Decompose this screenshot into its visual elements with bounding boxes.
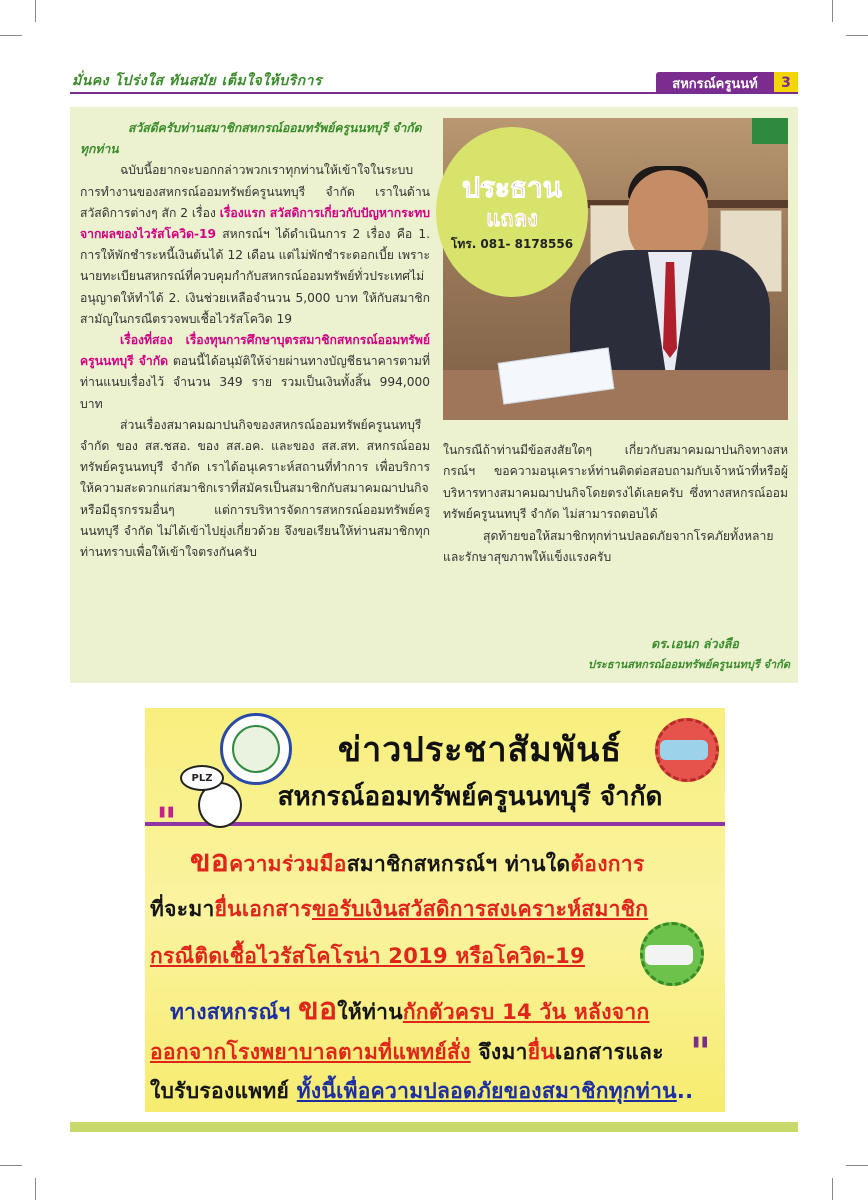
header-divider — [70, 92, 798, 94]
announcement-line-4 — [170, 986, 649, 1033]
text-segment: ขอ — [298, 992, 338, 1027]
announcement-subtitle: สหกรณ์ออมทรัพย์ครูนนทบุรี จำกัด — [277, 782, 663, 812]
text-segment: ทางสหกรณ์ฯ — [170, 1000, 299, 1024]
announcement-line-2 — [150, 893, 648, 926]
greeting-line: สวัสดีครับท่านสมาชิกสหกรณ์ออมทรัพย์ครูนนทบุรี จำกัด — [128, 121, 422, 135]
text-segment: สมาชิกสหกรณ์ฯ ท่านใด — [346, 852, 571, 876]
paragraph-4: ในกรณีถ้าท่านมีข้อสงสัยใดๆ เกี่ยวกับสมาคมฌาปนกิจทางสหกรณ์ฯ ขอความอนุเคราะห์ท่านติดต่อสอบถามกับเจ้าหน้าที่หรือผู้บริหารทางสมาคมฌาปนกิจโดยตรงได้เลยครับ ซึ่งทางสหกรณ์ออมทรัพย์ครูนนทบุรี จำกัด ไม่สามารถตอบได้ — [443, 443, 788, 522]
text-segment: ขอรับเงินสวัสดิการสงเคราะห์สมาชิก — [312, 897, 649, 921]
paragraph-text: ฉบับนี้อยากจะบอกกล่าวพวกเราทุกท่านให้เข้าใจในระบบการทำงานของสหกรณ์ออมทรัพย์ครูนนทบุรี จำกัด เราในด้านสวัสดิการต่างๆ สัก 2 เรื่อง — [80, 163, 430, 220]
mask-icon — [645, 945, 693, 965]
crop-mark — [0, 35, 22, 36]
announcement-line-3: กรณีติดเชื้อไวรัสโคโรน่า 2019 หรือโควิด-19 — [150, 944, 585, 968]
crop-mark — [35, 1178, 36, 1200]
text-segment: ต้องการ — [570, 852, 645, 876]
letter-right-column — [443, 440, 788, 568]
paragraph-3: ส่วนเรื่องสมาคมฌาปนกิจของสหกรณ์ออมทรัพย์ครูนนทบุรี จำกัด ของ สส.ชสอ. ของ สส.อค. และของ สส.สท. สหกรณ์ออมทรัพย์ครูนนทบุรี จำกัด เราได้อนุเคราะห์สถานที่ทำการ เพื่อบริการให้ความสะดวกแก่สมาชิกเราที่สมัครเป็นสมาชิกกับสมาคมฌาปนกิจหรือมีธุรกรรมอื่นๆ แต่การบริหารจัดการสหกรณ์ออมทรัพย์ครูนนทบุรี จำกัด ไม่ได้เข้าไปยุ่งเกี่ยวด้วย จึงขอเรียนให้ท่านสมาชิกทุกท่านทราบเพื่อให้เข้าใจตรงกันครับ — [80, 417, 430, 560]
crop-mark — [832, 1178, 833, 1200]
paragraph-5: สุดท้ายขอให้สมาชิกทุกท่านปลอดภัยจากโรคภัยทั้งหลาย และรักษาสุขภาพให้แข็งแรงครับ — [443, 528, 774, 565]
cooperative-logo — [220, 713, 292, 785]
text-segment: เอกสารและ — [555, 1040, 664, 1064]
text-segment: ทั้งนี้เพื่อความปลอดภัยของสมาชิกทุกท่าน — [296, 1079, 677, 1103]
announcement-title: ข่าวประชาสัมพันธ์ — [337, 730, 623, 770]
highlight-topic-2: เรื่องที่สอง เรื่องทุนการศึกษาบุตรสมาชิกสหกรณ์ออมทรัพย์ครูนนทบุรี จำกัด — [80, 333, 430, 369]
highlight-topic-1: เรื่องแรก สวัสดิการเกี่ยวกับปัญหากระทบจากผลของไวรัสโควิด-19 — [80, 205, 431, 242]
crop-mark — [832, 0, 833, 22]
signer-title: ประธานสหกรณ์ออมทรัพย์ครูนนทบุรี จำกัด — [588, 658, 790, 671]
announcement-line-1 — [190, 838, 644, 885]
quote-mark-icon: " — [690, 1030, 711, 1076]
text-segment: จึงมา — [470, 1040, 528, 1064]
quote-mark-icon: " — [156, 800, 177, 846]
text-segment: ออก — [150, 1040, 189, 1064]
photo-desk — [443, 370, 788, 420]
logo-emblem — [232, 725, 280, 773]
text-segment: ที่จะมา — [150, 897, 215, 921]
crop-mark — [0, 1165, 22, 1166]
letter-left-column — [80, 118, 430, 563]
text-segment: .. — [676, 1079, 694, 1103]
text-segment: ให้ท่าน — [337, 1000, 403, 1024]
photo-sign — [752, 118, 788, 144]
header-tag — [656, 72, 798, 94]
greeting-line-2: ทุกท่าน — [80, 142, 119, 157]
paragraph-text: ตอนนี้ได้อนุมัติให้จ่ายผ่านทางบัญชีธนาคารตามที่ท่านแนบเรื่องไว้ จำนวน 349 ราย รวมเป็นเงินทั้งสิ้น 994,000 บาท — [80, 354, 430, 411]
crop-mark — [846, 1165, 868, 1166]
paragraph-2 — [80, 330, 430, 415]
badge-name: แถลง — [486, 207, 538, 232]
announcement-line-5 — [150, 1036, 664, 1069]
announcement-line-6 — [150, 1075, 693, 1108]
crop-mark — [35, 0, 36, 22]
text-segment: ใบรับรองแพทย์ — [150, 1079, 297, 1103]
magazine-name: สหกรณ์ครูนนท์ — [672, 76, 758, 92]
plz-bubble: PLZ — [180, 765, 224, 791]
text-segment: กักตัวครบ 14 วัน หลังจาก — [402, 1000, 650, 1024]
text-segment: ความร่วมมือ — [229, 852, 347, 876]
text-segment: จากโรงพยาบาลตามที่แพทย์สั่ง — [188, 1040, 471, 1064]
footer-bar — [70, 1122, 798, 1132]
paragraph-1 — [80, 160, 430, 330]
crop-mark — [846, 35, 868, 36]
paragraph-text: สหกรณ์ฯ ได้ดำเนินการ 2 เรื่อง คือ 1. การให้พักชำระหนี้เงินต้นได้ 12 เดือน แต่ไม่พักชำระดอกเบี้ย เพราะนายทะเบียนสหกรณ์ที่ควบคุมกำกับสหกรณ์ออมทรัพย์ทั่วประเทศไม่อนุญาตให้ทำได้ 2. เงินช่วยเหลือจำนวน 5,000 บาท ให้กับสมาชิกสามัญในกรณีตรวจพบเชื้อไวรัสโควิด 19 — [80, 227, 430, 326]
header-slogan: มั่นคง โปร่งใส ทันสมัย เต็มใจให้บริการ — [72, 73, 323, 89]
text-segment: ขอ — [190, 844, 230, 879]
badge-title: ประธาน — [462, 171, 562, 204]
text-segment: ยื่น — [527, 1040, 555, 1064]
text-segment: ยื่นเอกสาร — [214, 897, 313, 921]
signer-name: ดร.เอนก ล่วงลือ — [651, 636, 739, 651]
mask-icon — [660, 740, 708, 760]
page-number: 3 — [774, 72, 798, 94]
badge-phone: โทร. 081- 8178556 — [450, 237, 574, 251]
president-badge — [436, 127, 588, 297]
